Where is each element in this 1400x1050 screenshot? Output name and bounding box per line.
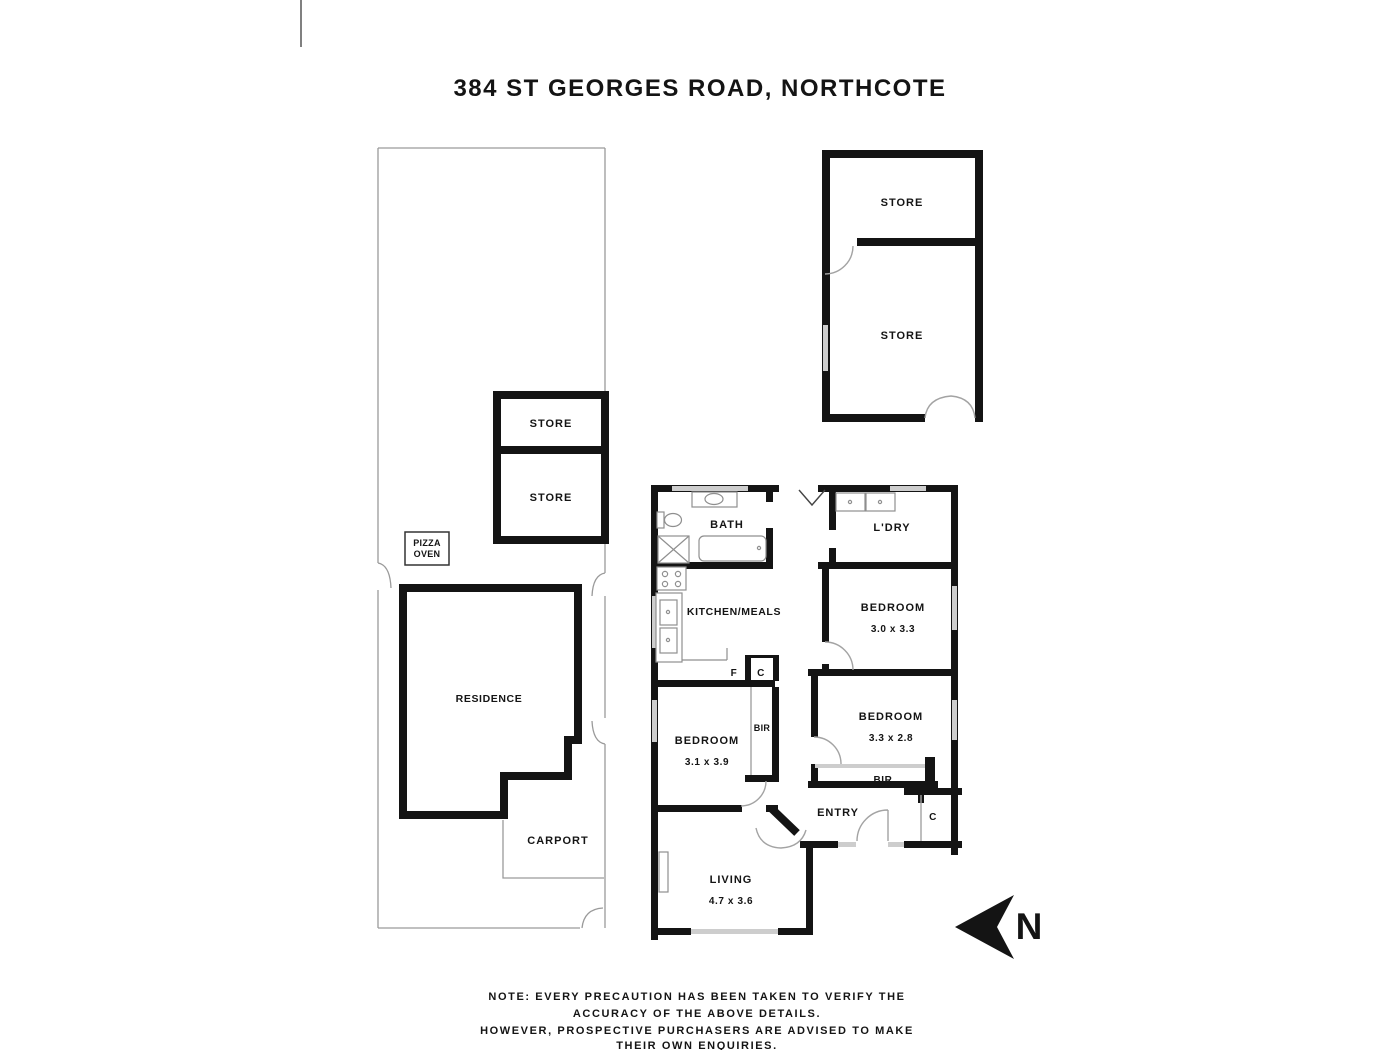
note-line-4: THEIR OWN ENQUIRIES.	[616, 1040, 778, 1050]
bedroom-a-label: BEDROOM	[860, 602, 926, 614]
north-arrow	[955, 895, 1042, 959]
bedroom-a-door-arc	[825, 642, 853, 670]
bedroom-a-dims: 3.0 x 3.3	[870, 624, 916, 635]
laundry-tub-icon	[836, 493, 865, 511]
entry-label: ENTRY	[817, 807, 859, 819]
bedroom-c-door-arc	[741, 781, 766, 806]
vent-v-mark	[799, 490, 825, 505]
bedroom-b-dims: 3.3 x 2.8	[868, 733, 914, 744]
bedroom-b-label: BEDROOM	[858, 711, 924, 723]
laundry-label: L'DRY	[873, 522, 911, 534]
bedroom-b-door-arc	[814, 737, 841, 764]
bir-hall-label: BIR	[753, 723, 771, 733]
garage-walls	[822, 150, 983, 422]
garage-store-top-label: STORE	[880, 197, 924, 209]
garage-plan	[822, 150, 983, 422]
basin-icon	[705, 494, 723, 505]
fridge-label: F	[730, 668, 738, 679]
pizza-oven-label-1: PIZZA	[413, 538, 441, 548]
carport-label: CARPORT	[527, 835, 589, 847]
front-door-arc	[857, 810, 888, 841]
plan-title: 384 ST GEORGES ROAD, NORTHCOTE	[453, 75, 947, 102]
note-line-2: ACCURACY OF THE ABOVE DETAILS.	[572, 1008, 822, 1020]
sink-icon	[660, 600, 677, 625]
sink-icon	[660, 628, 677, 653]
note-line-3: HOWEVER, PROSPECTIVE PURCHASERS ARE ADVISED TO MAKE	[480, 1025, 914, 1037]
site-store-upper-label: STORE	[529, 418, 573, 430]
gate-arc	[582, 908, 603, 928]
kitchen-counter-line	[682, 648, 727, 660]
gate-arc	[592, 721, 605, 744]
house-windows	[652, 486, 957, 934]
house-plan	[651, 485, 962, 940]
bath-label: BATH	[710, 519, 744, 531]
bathtub-icon	[699, 536, 766, 561]
gate-arc	[378, 563, 391, 588]
kitchen-meals-label: KITCHEN/MEALS	[686, 606, 782, 618]
north-label: N	[1015, 906, 1043, 947]
pizza-oven-label-2: OVEN	[413, 549, 441, 559]
laundry-fixtures	[836, 493, 895, 511]
site-store-lower-label: STORE	[529, 492, 573, 504]
fireplace-icon	[659, 852, 668, 892]
bedroom-c-dims: 3.1 x 3.9	[684, 757, 730, 768]
living-label: LIVING	[709, 874, 753, 886]
toilet-icon	[657, 512, 664, 528]
site-plan	[378, 148, 605, 928]
diagonal-wall	[772, 809, 797, 833]
cupboard-entry-label: C	[929, 812, 937, 823]
toilet-bowl-icon	[665, 514, 682, 527]
bir-bedroom-label: BIR	[873, 775, 893, 786]
gate-arc	[592, 573, 605, 596]
site-store-outline	[497, 395, 605, 540]
carport-outline	[503, 820, 604, 878]
cupboard-kitchen-label: C	[757, 668, 765, 679]
north-arrow-icon	[955, 895, 1014, 959]
garage-double-door-arc	[925, 396, 975, 418]
garage-store-bottom-label: STORE	[880, 330, 924, 342]
bedroom-c-label: BEDROOM	[674, 735, 740, 747]
disclaimer-note	[480, 991, 914, 1050]
laundry-tub-icon	[866, 493, 895, 511]
garage-window	[823, 325, 828, 371]
note-line-1: NOTE: EVERY PRECAUTION HAS BEEN TAKEN TO VERIFY THE	[488, 991, 906, 1003]
stove-icon	[657, 567, 686, 590]
residence-label: RESIDENCE	[455, 693, 523, 705]
living-dims: 4.7 x 3.6	[708, 896, 754, 907]
